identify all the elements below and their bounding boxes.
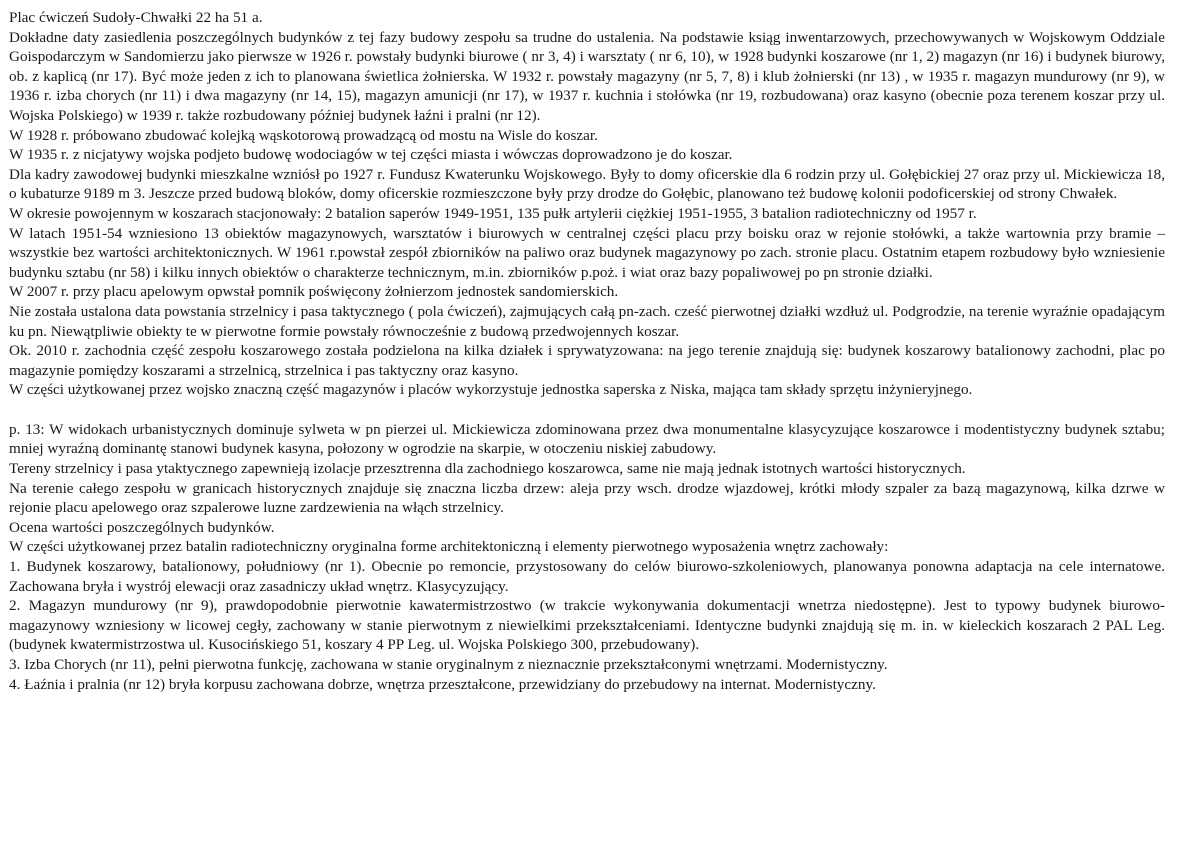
paragraph-preserved-intro: W części użytkowanej przez batalin radiotechniczny oryginalna forme architektoniczną i elementy pierwotnego wyposażenia wnętrz zachowały: [9, 538, 889, 556]
paragraph-evaluation-heading: Ocena wartości poszczególnych budynków. [9, 518, 275, 536]
paragraph-urban-views: p. 13: W widokach urbanistycznych dominuje sylweta w pn pierzei ul. Mickiewicza zdominowana przez dwa monumentalne klasycyzujące koszarowce i modentistyczny budynek sztabu; mniej wyraźną dominantę stanowi budynek kasyna, połozony w ogrodzie na skarpie, w otoczeniu niskiej zabudowy. [9, 420, 1165, 458]
section-gap [9, 400, 1165, 420]
paragraph-privatization: Ok. 2010 r. zachodnia część zespołu koszarowego została podzielona na kilka działek i sprywatyzowana: na jego terenie znajdują się: budynek koszarowy batalionowy zachodni, plac po magazynie pomiędzy koszarami a strzelnicą, strzelnica i pas taktyczny oraz kasyno. [9, 342, 1165, 379]
list-item-building-9: 2. Magazyn mundurowy (nr 9), prawdopodobnie pierwotnie kawatermistrzostwo (w trakcie wykonywania dokumentacji wnetrza niedostępne). Jest to typowy budynek biurowo-magazynowy wzniesiony w licowej cegły, zachowany w stanie pierwotnym z niewielkimi przekształceniami. Identyczne budynki znajdują się m. in. w kieleckich koszarach 2 PAL Leg. (budynek kwatermistrzostwa ul. Kusocińskiego 51, koszary 4 PP Leg. ul. Wojska Polskiego 300, przebudowany). [9, 597, 1165, 654]
paragraph-isolation: Tereny strzelnicy i pasa ytaktycznego zapewnieją izolacje przesztrenna dla zachodniego koszarowca, same nie mają jednak istotnych wartości historycznych. [9, 460, 966, 478]
paragraph-monument: W 2007 r. przy placu apelowym opwstał pomnik poświęcony żołnierzom jednostek sandomierskich. [9, 283, 619, 301]
paragraph-1951-expansion: W latach 1951-54 wzniesiono 13 obiektów magazynowych, warsztatów i biurowych w centralnej części placu przy boisku oraz w rejonie stołówki, a także wartownia przy bramie – wszystkie bez wartości architektonicznych. W 1961 r.powstał zespół zbiorników na paliwo oraz budynek magazynowy po zach. stronie placu. Ostatnim etapem rozbudowy było wzniesienie budynku sztabu (nr 58) i kilku innych obiektów o charakterze technicznym, m.in. zbiorników p.poż. i wiat oraz bazy popaliwowej po pn stronie działki. [9, 224, 1165, 281]
list-item-building-12: 4. Łaźnia i pralnia (nr 12) bryła korpusu zachowana dobrze, wnętrza przeształcone, przewidziany do przebudowy na internat. Modernistyczny. [9, 675, 876, 693]
paragraph-narrow-gauge: W 1928 r. próbowano zbudować kolejką wąskotorową prowadzącą od mostu na Wisle do koszar. [9, 126, 598, 144]
paragraph-shooting-range: Nie została ustalona data powstania strzelnicy i pasa taktycznego ( pola ćwiczeń), zajmujących całą pn-zach. cześć pierwotnej działki wzdłuż ul. Podgrodzie, na terenie wyraźnie opadającym ku pn. Niewątpliwie obiekty te w pierwotne formie powstały równocześnie z budową przedwojennych koszar. [9, 302, 1165, 340]
paragraph-water-supply: W 1935 r. z nicjatywy wojska podjeto budowę wodociagów w tej części miasta i wówczas doprowadzono je do koszar. [9, 146, 733, 164]
paragraph-trees: Na terenie całego zespołu w granicach historycznych znajduje się znaczna liczba drzew: aleja przy wsch. drodze wjazdowej, krótki młody szpaler za bazą magazynową, kilka dzrwe w rejonie placu apelowego oraz szpalerowe luzne zardzewienia na włąch strzelnicy. [9, 479, 1165, 517]
list-item-building-11: 3. Izba Chorych (nr 11), pełni pierwotna funkcję, zachowana w stanie oryginalnym z nieznacznie przekształconymi wnętrzami. Modernistyczny. [9, 656, 888, 673]
list-item-building-1: 1. Budynek koszarowy, batalionowy, południowy (nr 1). Obecnie po remoncie, przystosowany do celów biurowo-szkoleniowych, planowanya ponowna adaptacja na cele internatowe. Zachowana bryła i wystrój elewacji oraz zasadniczy układ wnętrz. Klasycyzujący. [9, 558, 1165, 595]
paragraph-building-dates: Dokładne daty zasiedlenia poszczególnych budynków z tej fazy budowy zespołu sa trudne do ustalenia. Na podstawie ksiąg inwentarzowych, przechowywanych w Wojskowym Oddziale Goispodarczym w Sandomierzu jako pierwsze w 1926 r. powstały budynki biurowe ( nr 3, 4) i warsztaty ( nr 6, 10), w 1928 budynki koszarowe (nr 1, 2) magazyn (nr 16) i budynek biurowy, ob. z kaplicą (nr 17). Być może jeden z ich to planowana świetlica żołnierska. W 1932 r. powstały magazyny (nr 5, 7, 8) i klub żołnierski (nr 13) , w 1935 r. magazyn mundurowy (nr 9), w 1936 r. izba chorych (nr 11) i dwa magazyny (nr 14, 15), magazyn amunicji (nr 17), w 1937 r. kuchnia i stołówka (nr 19, rozbudowana) oraz kasyno (obecnie poza terenem koszar przy ul. Wojska Polskiego) w 1939 r. także rozbudowany później budynek łaźni i pralni (nr 12). [9, 28, 1165, 124]
paragraph-postwar-units: W okresie powojennym w koszarach stacjonowały: 2 batalion saperów 1949-1951, 135 pułk artylerii ciężkiej 1951-1955, 3 batalion radiotechniczny od 1957 r. [9, 204, 977, 222]
document-heading: Plac ćwiczeń Sudoły-Chwałki 22 ha 51 a. [9, 9, 263, 26]
paragraph-sapper-unit: W części użytkowanej przez wojsko znaczną część magazynów i placów wykorzystuje jednostka saperska z Niska, mająca tam składy sprzętu inżynieryjnego. [9, 381, 973, 399]
paragraph-officer-housing: Dla kadry zawodowej budynki mieszkalne wzniósł po 1927 r. Fundusz Kwaterunku Wojskowego. Były to domy oficerskie dla 6 rodzin przy ul. Gołębickiej 27 oraz przy ul. Mickiewicza 18, o kubaturze 9189 m 3. Jeszcze przed budową bloków, domy oficerskie rozmieszczone były przy drodze do Gołębic, planowano też budowę kolonii podoficerskiej od strony Chwałek. [9, 165, 1165, 203]
